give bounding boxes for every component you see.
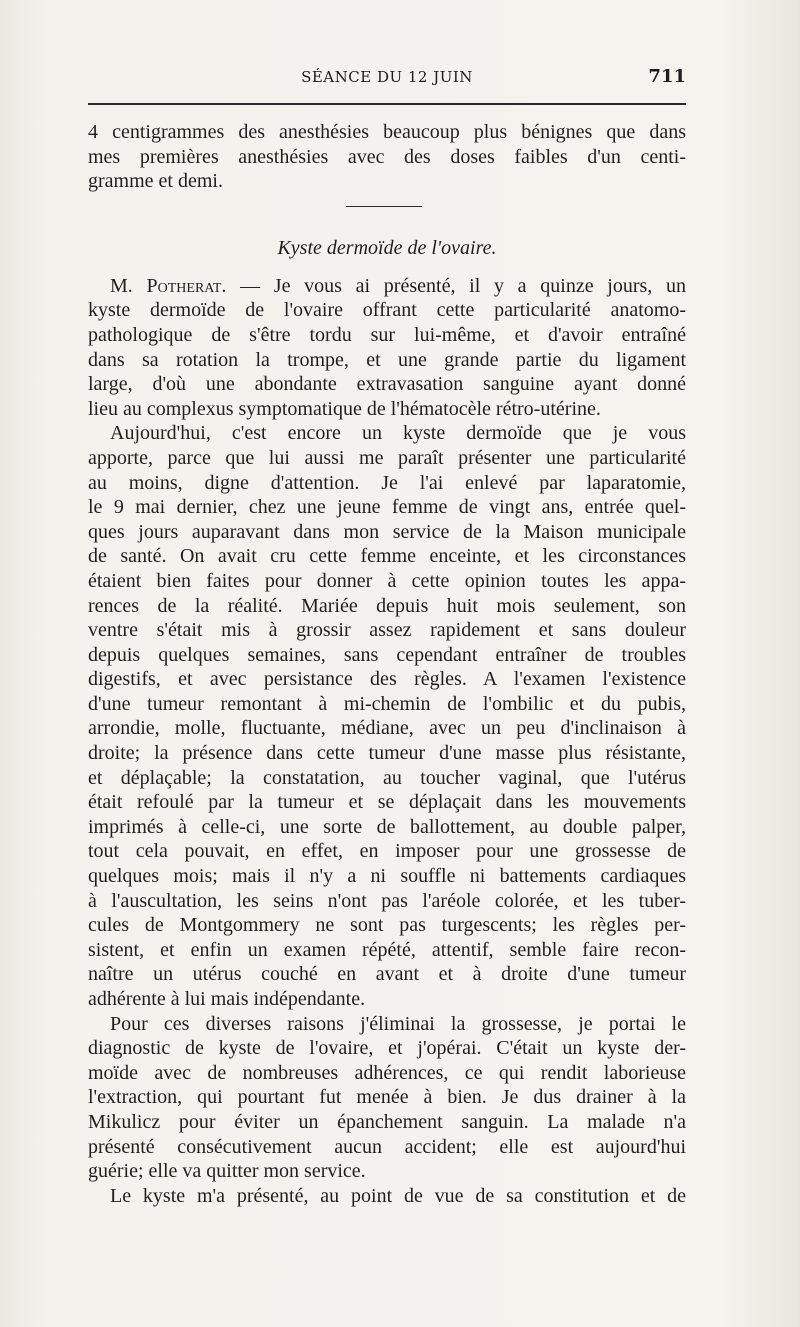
text-line: naître un utérus couché en avant et à droite d'une tumeur xyxy=(88,963,686,986)
text-line: gramme et demi. xyxy=(88,170,223,193)
text-line: apporte, parce que lui aussi me paraît présenter une particularité xyxy=(88,446,686,469)
paragraph-constitution xyxy=(88,1184,686,1209)
text-line: mes premières anesthésies avec des doses faibles d'un centi- xyxy=(88,145,686,168)
text-line xyxy=(88,274,686,299)
paragraph-potherat xyxy=(88,274,686,422)
text-line: guérie; elle va quitter mon service. xyxy=(88,1160,366,1183)
text-line: 4 centigrammes des anesthésies beaucoup plus bénignes que dans xyxy=(88,121,686,143)
text-line: à l'auscultation, les seins n'ont pas l'aréole colorée, et les tuber- xyxy=(88,889,686,912)
speaker-name: M. Potherat. xyxy=(110,274,227,297)
text-line: et déplaçable; la constatation, au toucher vaginal, que l'utérus xyxy=(88,766,686,789)
text-line: sistent, et enfin un examen répété, attentif, semble faire recon- xyxy=(88,938,686,961)
header-rule xyxy=(88,103,686,105)
text-line: l'extraction, qui pourtant fut menée à bien. Je dus drainer à la xyxy=(88,1086,686,1109)
page-header xyxy=(88,64,686,94)
paragraph-case xyxy=(88,421,686,1011)
text-line: Mikulicz pour éviter un épanchement sanguin. La malade n'a xyxy=(88,1110,686,1133)
text-line: rences de la réalité. Mariée depuis huit mois seulement, son xyxy=(88,594,686,617)
paragraph-diagnosis xyxy=(88,1012,686,1184)
text-line: kyste dermoïde de l'ovaire offrant cette particularité anatomo- xyxy=(88,299,686,322)
text-line: droite; la présence dans cette tumeur d'une masse plus résistante, xyxy=(88,742,686,765)
text-line: au moins, digne d'attention. Je l'ai enlevé par laparatomie, xyxy=(88,471,686,494)
section-separator xyxy=(88,194,686,228)
section-title: Kyste dermoïde de l'ovaire. xyxy=(277,236,497,259)
text-line: arrondie, molle, fluctuante, médiane, avec un peu d'inclinaison à xyxy=(88,717,686,740)
text-line-rest: — Je vous ai présenté, il y a quinze jours, un xyxy=(226,274,686,297)
text-line: diagnostic de kyste de l'ovaire, et j'opérai. C'était un kyste der- xyxy=(88,1037,686,1060)
text-line: présenté consécutivement aucun accident; elle est aujourd'hui xyxy=(88,1135,686,1158)
text-line: lieu au complexus symptomatique de l'hématocèle rétro-utérine. xyxy=(88,397,601,420)
text-line: imprimés à celle-ci, une sorte de ballottement, au double palper, xyxy=(88,815,686,838)
text-line: était refoulé par la tumeur et se déplaçait dans les mouvements xyxy=(88,791,686,814)
text-line: Aujourd'hui, c'est encore un kyste dermoïde que je vous xyxy=(110,422,686,445)
text-line: Le kyste m'a présenté, au point de vue de sa constitution et de xyxy=(110,1184,686,1207)
running-head: SÉANCE DU 12 JUIN xyxy=(301,68,473,86)
text-line: Pour ces diverses raisons j'éliminai la grossesse, je portai le xyxy=(110,1012,686,1035)
page-number: 711 xyxy=(648,66,686,87)
text-line: ques jours auparavant dans mon service de la Maison municipale xyxy=(88,520,686,543)
text-line: tout cela pouvait, en effet, en imposer pour une grossesse de xyxy=(88,840,686,863)
text-line: de santé. On avait cru cette femme enceinte, et les circonstances xyxy=(88,545,686,568)
separator-rule xyxy=(346,206,422,208)
text-line: d'une tumeur remontant à mi-chemin de l'ombilic et du pubis, xyxy=(88,692,686,715)
body-text xyxy=(88,120,686,1208)
text-line: digestifs, et avec persistance des règles. A l'examen l'existence xyxy=(88,668,686,691)
text-line: ventre s'était mis à grossir assez rapidement et sans douleur xyxy=(88,619,686,642)
text-line: pathologique de s'être tordu sur lui-même, et d'avoir entraîné xyxy=(88,323,686,346)
intro-paragraph xyxy=(88,120,686,194)
text-line: moïde avec de nombreuses adhérences, ce qui rendit laborieuse xyxy=(88,1061,686,1084)
text-line: depuis quelques semaines, sans cependant entraîner de troubles xyxy=(88,643,686,666)
text-line: le 9 mai dernier, chez une jeune femme de vingt ans, entrée quel- xyxy=(88,496,686,519)
text-line: étaient bien faites pour donner à cette opinion toutes les appa- xyxy=(88,569,686,592)
text-line: cules de Montgommery ne sont pas turgescents; les règles per- xyxy=(88,914,686,937)
text-line: large, d'où une abondante extravasation sanguine ayant donné xyxy=(88,373,686,396)
text-line: quelques mois; mais il n'y a ni souffle ni battements cardiaques xyxy=(88,865,686,888)
text-line: dans sa rotation la trompe, et une grande partie du ligament xyxy=(88,348,686,371)
text-line: adhérente à lui mais indépendante. xyxy=(88,988,366,1010)
